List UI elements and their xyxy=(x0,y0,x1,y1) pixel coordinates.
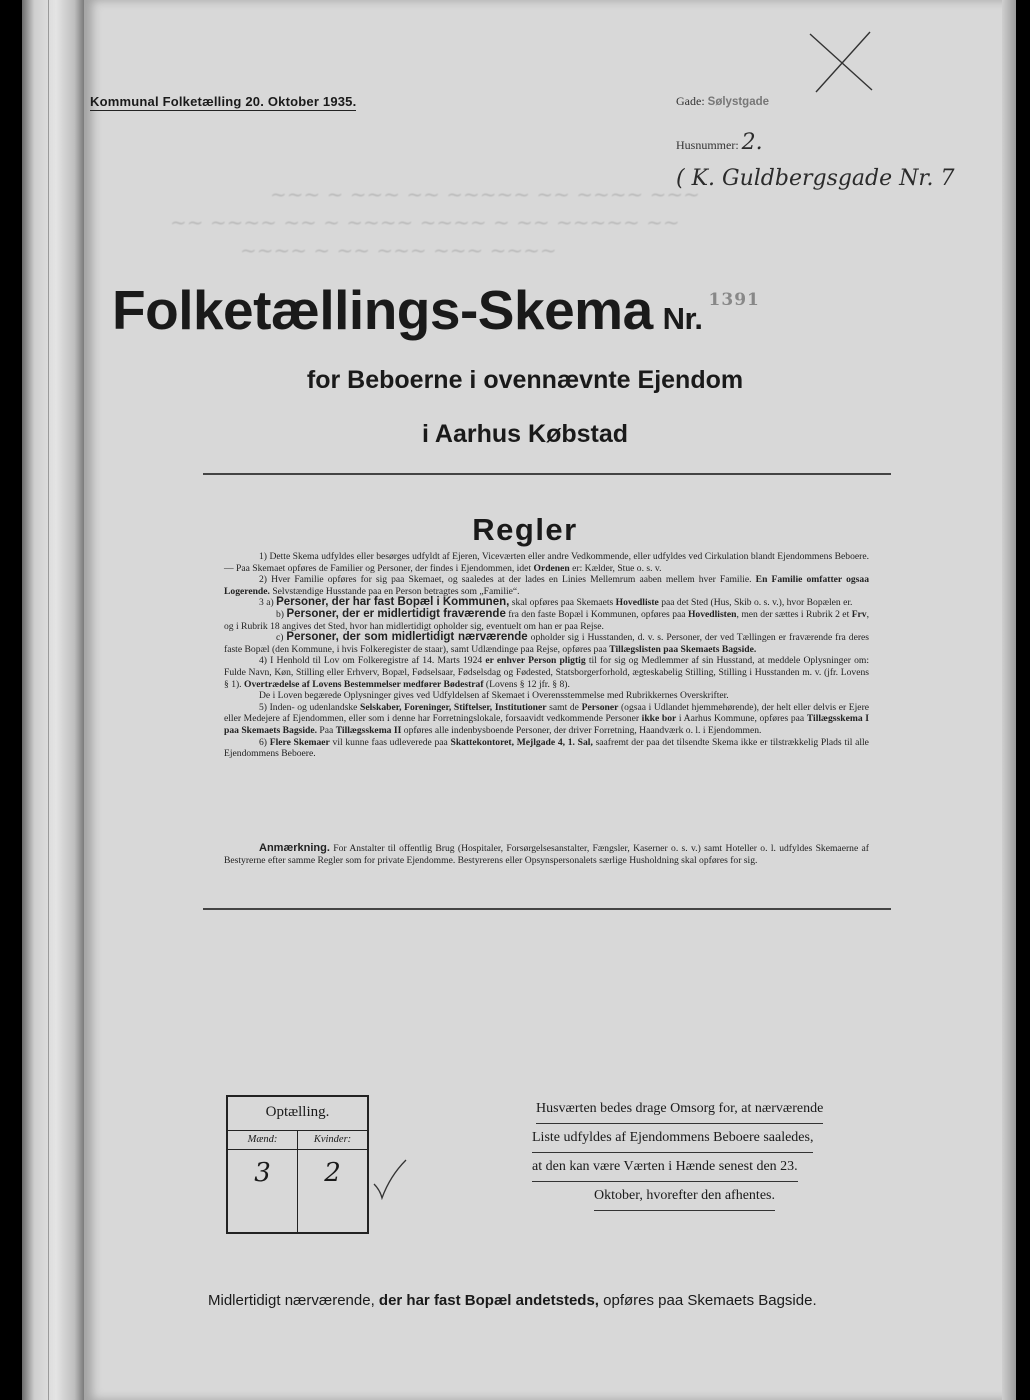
rule-2: 2) Hver Familie opføres for sig paa Skemaet, og saaledes at der lades en Linies Mellemrum aaben mellem hver Familie. En Familie omfatter ogsaa Logerende. Selvstændige Husstande paa en Person betragtes som „Familie“. xyxy=(224,574,869,597)
rule-5: 5) Inden- og udenlandske Selskaber, Foreninger, Stiftelser, Institutioner samt de Personer (ogsaa i Udlandet hjemmehørende), der helt eller delvis er Ejere eller Medejere af Ejendommen, eller som i denne har Forretningslokale, forsaavidt vedkommende Personer ikke bor i Aarhus Kommune, opføres paa Tillægsskema I paa Skemaets Bagside. Paa Tillægsskema II opføres alle indenbysboende Personer, der driver Forretning, Haandværk o. l. i Ejendommen. xyxy=(224,701,870,736)
husnummer-label: Husnummer: xyxy=(676,138,739,152)
rule-3c: c) Personer, der som midlertidigt nærværende opholder sig i Husstanden, d. v. s. Personer, der ved Tællingen er fraværende fra deres faste Bopæl (den Kommune, i hvis Folkeregister de staar), samt Udlændinge paa Rejse, opføres paa Tillægslisten paa Skemaets Bagside. xyxy=(224,631,870,655)
form-title xyxy=(112,278,760,342)
footer-end: opføres paa Skemaets Bagside. xyxy=(603,1292,817,1309)
rule-3b: b) Personer, der er midlertidigt fraværende fra den faste Bopæl i Kommunen, opføres paa Hovedlisten, men der sættes i Rubrik 2 et Frv, og i Rubrik 18 angives det Sted, hvor han midlertidigt opholder sig, eventuelt om han er paa Rejse. xyxy=(224,607,870,632)
rule-3a: 3 a) Personer, der har fast Bopæl i Kommunen, skal opføres paa Skemaets Hovedliste paa det Sted (Hus, Skib o. s. v.), hvor Bopælen er. xyxy=(259,596,853,609)
checkmark-icon xyxy=(372,1158,408,1200)
rule-4: 4) I Henhold til Lov om Folkeregistre af 14. Marts 1924 er enhver Person pligtig til for sig og Medlemmer af sin Husstand, at meddele Oplysninger om: Fulde Navn, Køn, Stilling eller Erhverv, Bopæl, Fødselsaar, Fødselsdag og Fødested, Statsborgerforhold, ægteskabelig Stilling, Stilling i Husstanden m. v. (jfr. Lovens § 1). Overtrædelse af Lovens Bestemmelser medfører Bødestraf (Lovens § 12 jfr. § 8). xyxy=(224,655,869,690)
rules-body xyxy=(224,551,869,760)
gade-label: Gade: xyxy=(676,94,705,108)
anmaerkning-text: For Anstalter til offentlig Brug (Hospitaler, Forsørgelsesanstalter, Fængsler, Kaserner o. s. v.) samt Hoteller o. l. udfyldes Skemaerne af Bestyrerne efter samme Regler som for private Ejendomme. Bestyrerens eller Opsynspersonalets særlige Husholdning skal opføres for sig. xyxy=(224,843,869,866)
notice-line-1: Husværten bedes drage Omsorg for, at nærværende xyxy=(536,1095,823,1124)
count-kvinder-column xyxy=(298,1130,367,1234)
kvinder-value: 2 xyxy=(324,1158,341,1188)
kvinder-label: Kvinder: xyxy=(298,1130,367,1150)
divider-top xyxy=(203,473,891,475)
count-box-title: Optælling. xyxy=(228,1097,367,1131)
rule-1: 1) Dette Skema udfyldes eller besørges udfyldt af Ejeren, Viceværten eller andre Vedkommende, eller udfyldes ved Cirkulation blandt Ejendommens Beboere. — Paa Skemaet opføres de Familier og Personer, der findes i Ejendommen, idet Ordenen er: Kælder, Stue o. s. v. xyxy=(224,551,869,574)
bleed-through-shadow: ~~~ ~ ~~~ ~~ ~~~~~ ~~ ~~~~ ~~~ ~~ ~~~~ ~~ ~ ~~~~ ~~~~ ~ ~~ ~~~~~ ~~ ~~~~ ~ ~~ ~~~ ~~~ ~~~~ xyxy=(170,182,700,262)
count-box xyxy=(226,1095,369,1234)
rule-4b: De i Loven begærede Oplysninger gives ved Udfyldelsen af Skemaet i Overensstemmelse med Rubrikkernes Overskrifter. xyxy=(259,690,729,702)
rule-6: 6) Flere Skemaer vil kunne faas udleverede paa Skattekontoret, Mejlgade 4, 1. Sal, saafremt der paa det tilsendte Skema ikke er tilstrækkelig Plads til alle Ejendommens Beboere. xyxy=(224,736,869,760)
husnummer-row xyxy=(676,130,763,155)
footer-bold: der har fast Bopæl andetsteds, xyxy=(378,1292,599,1309)
form-title-text: Folketællings-Skema xyxy=(112,279,653,341)
anmaerkning-label: Anmærkning. xyxy=(259,842,330,854)
book-binding xyxy=(22,0,84,1400)
notice-line-2: Liste udfyldes af Ejendommens Beboere saaledes, xyxy=(532,1124,813,1153)
form-nr-label: Nr. xyxy=(662,301,703,336)
footer-note xyxy=(208,1292,817,1309)
count-maend-column xyxy=(228,1130,298,1234)
maend-label: Mænd: xyxy=(228,1130,297,1150)
notice-line-3: at den kan være Værten i Hænde senest den 23. xyxy=(532,1153,798,1182)
divider-bottom xyxy=(203,908,891,910)
census-header: Kommunal Folketælling 20. Oktober 1935. xyxy=(90,94,357,109)
gade-value: Sølystgade xyxy=(707,96,770,108)
maend-value: 3 xyxy=(254,1158,271,1188)
footer-pre: Midlertidigt nærværende, xyxy=(208,1292,375,1309)
husnummer-value: 2. xyxy=(741,130,763,155)
rules-heading: Regler xyxy=(472,512,578,547)
gade-row xyxy=(676,94,769,109)
anmaerkning xyxy=(224,843,869,866)
subtitle-1: for Beboerne i ovennævnte Ejendom xyxy=(306,366,744,394)
handwritten-x-mark xyxy=(806,30,876,94)
form-nr-value: 1391 xyxy=(708,290,760,310)
handwritten-address-note: ( K. Guldbergsgade Nr. 7 xyxy=(676,166,955,191)
landlord-notice xyxy=(532,1095,872,1211)
subtitle-2: i Aarhus Købstad xyxy=(421,420,629,448)
notice-line-4: Oktober, hvorefter den afhentes. xyxy=(594,1182,775,1211)
